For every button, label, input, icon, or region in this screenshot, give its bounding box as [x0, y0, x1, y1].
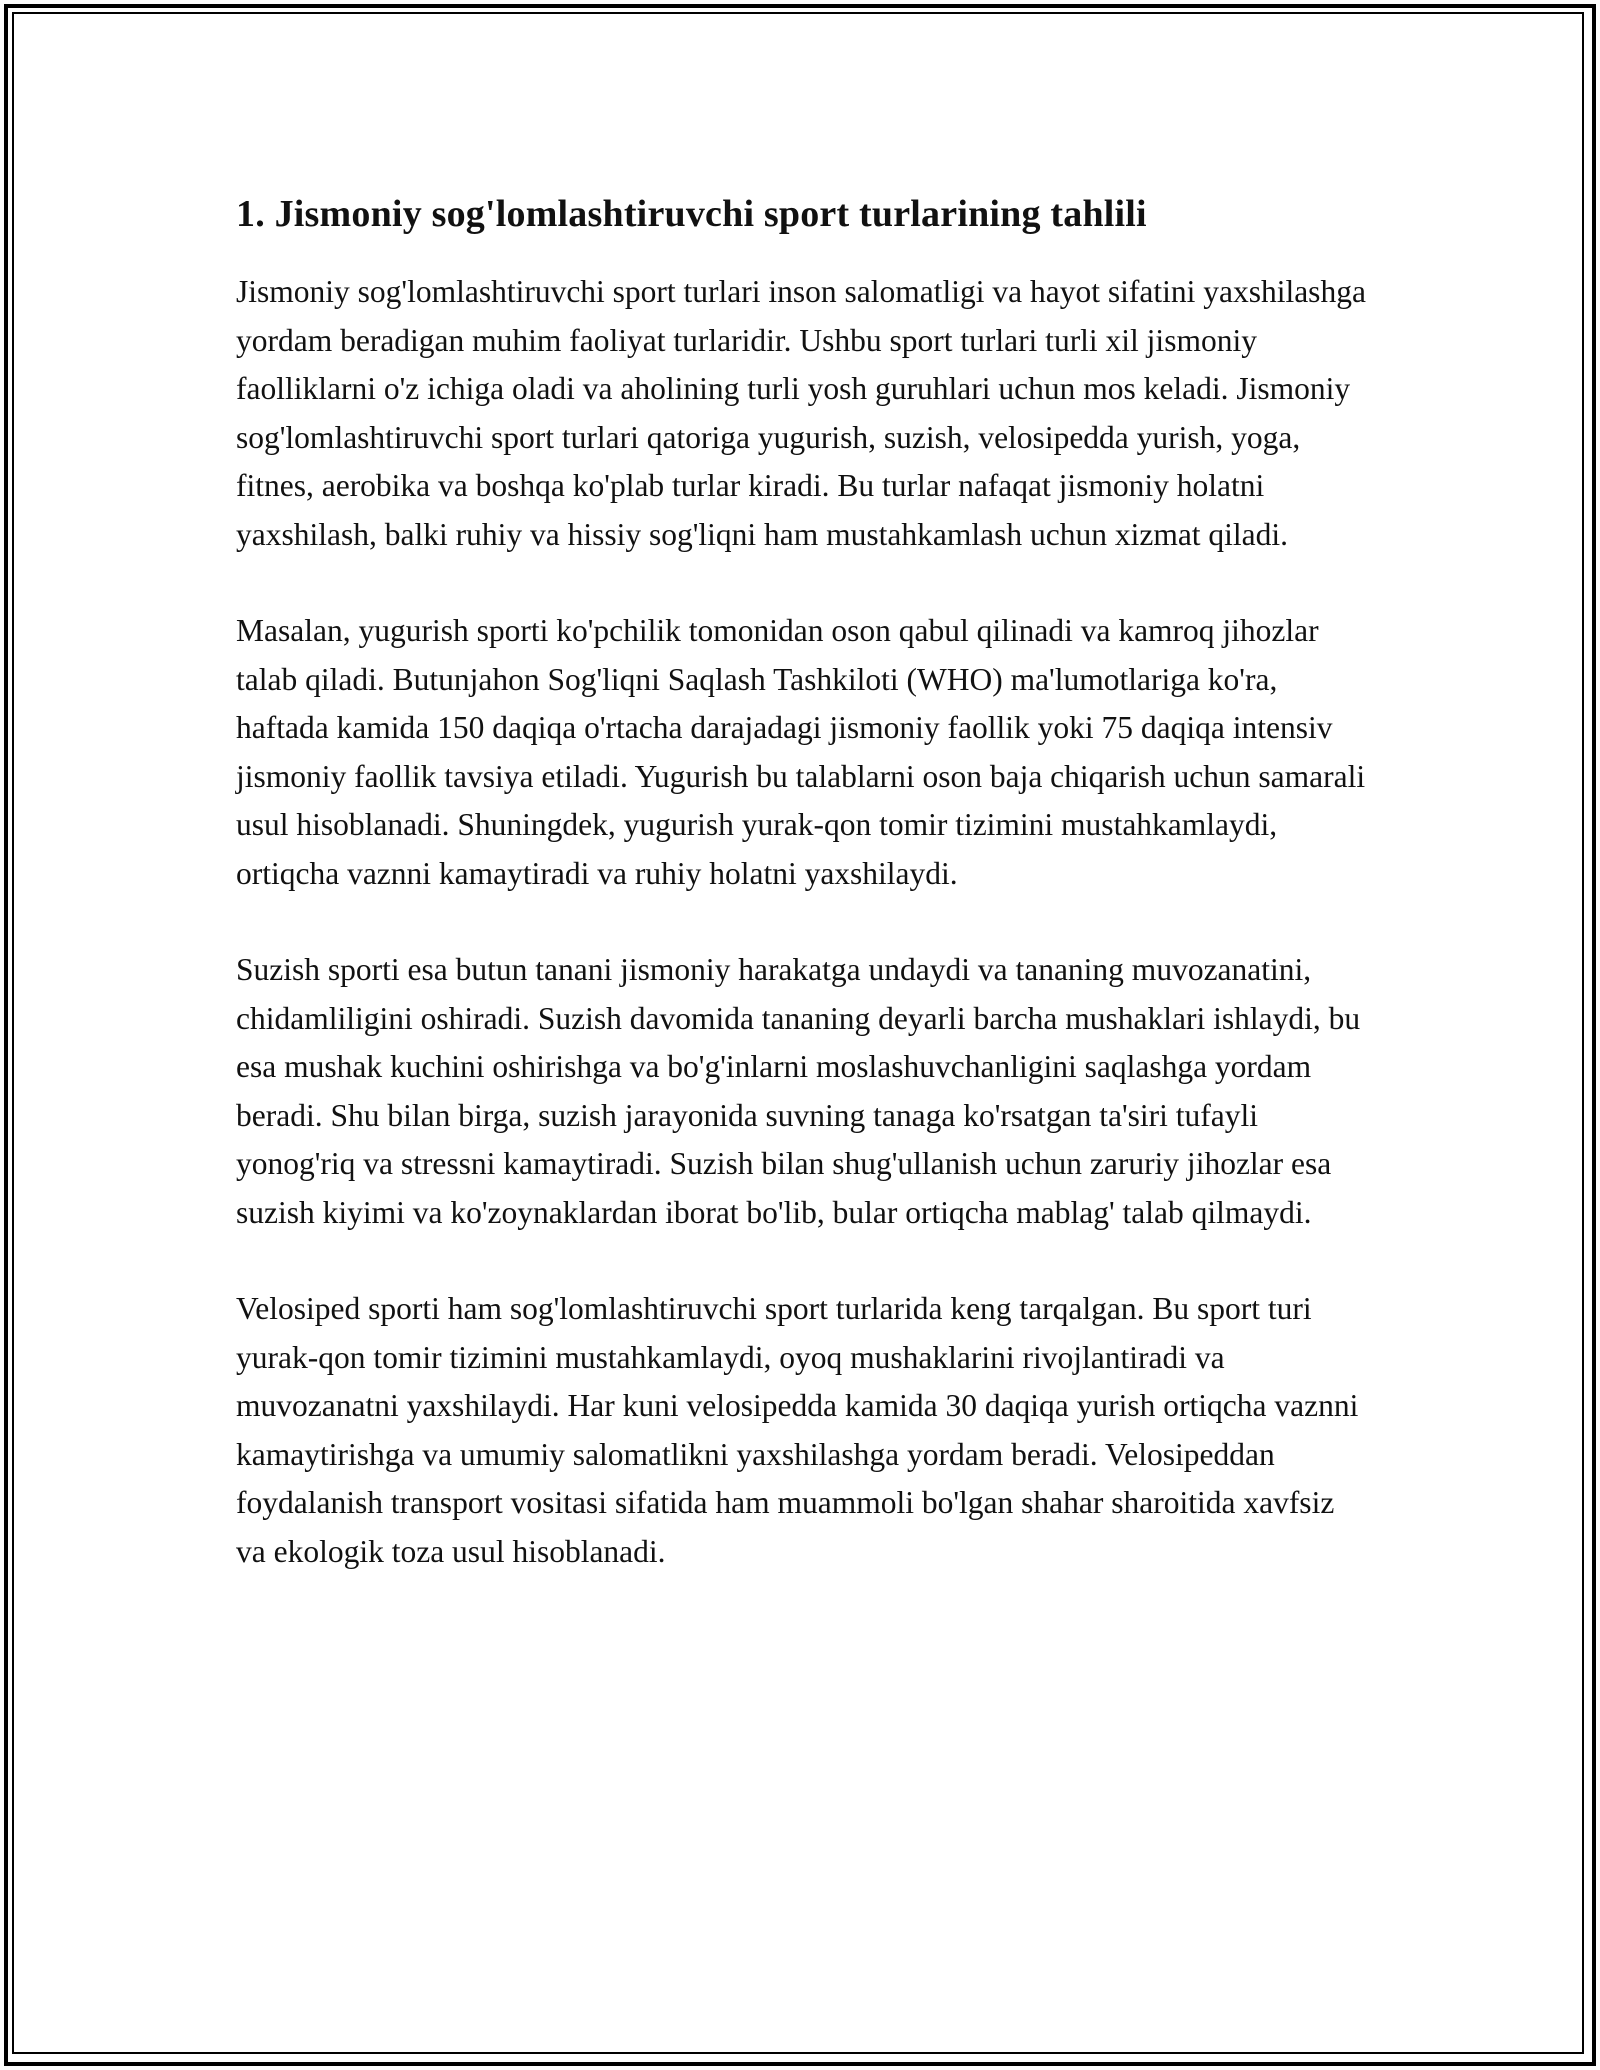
section-title: 1. Jismoniy sog'lomlashtiruvchi sport turlarining tahlili	[236, 193, 1147, 235]
paragraph-swimming: Suzish sporti esa butun tanani jismoniy harakatga undaydi va tananing muvozanatini, chidamliligini oshiradi. Suzish davomida tananing deyarli barcha mushaklari ishlaydi, bu esa mushak kuchini oshirishga va bo'g'inlarni moslashuvchanligini saqlashga yordam beradi. Shu bilan birga, suzish jarayonida suvning tanaga ko'rsatgan ta'siri tufayli yonog'riq va stressni kamaytiradi. Suzish bilan shug'ullanish uchun zaruriy jihozlar esa suzish kiyimi va ko'zoynaklardan iborat bo'lib, bular ortiqcha mablag' talab qilmaydi.	[236, 952, 1361, 1230]
document-body	[236, 186, 1366, 1624]
paragraph-intro: Jismoniy sog'lomlashtiruvchi sport turlari inson salomatligi va hayot sifatini yaxshilashga yordam beradigan muhim faoliyat turlaridir. Ushbu sport turlari turli xil jismoniy faolliklarni o'z ichiga oladi va aholining turli yosh guruhlari uchun mos keladi. Jismoniy sog'lomlashtiruvchi sport turlari qatoriga yugurish, suzish, velosipedda yurish, yoga, fitnes, aerobika va boshqa ko'plab turlar kiradi. Bu turlar nafaqat jismoniy holatni yaxshilash, balki ruhiy va hissiy sog'liqni ham mustahkamlash uchun xizmat qiladi.	[236, 274, 1366, 552]
paragraph-cycling: Velosiped sporti ham sog'lomlashtiruvchi sport turlarida keng tarqalgan. Bu sport turi yurak-qon tomir tizimini mustahkamlaydi, oyoq mushaklarini rivojlantiradi va muvozanatni yaxshilaydi. Har kuni velosipedda kamida 30 daqiqa yurish ortiqcha vaznni kamaytirishga va umumiy salomatlikni yaxshilashga yordam beradi. Velosipeddan foydalanish transport vositasi sifatida ham muammoli bo'lgan shahar sharoitida xavfsiz va ekologik toza usul hisoblanadi.	[236, 1291, 1359, 1569]
paragraph-running: Masalan, yugurish sporti ko'pchilik tomonidan oson qabul qilinadi va kamroq jihozlar talab qiladi. Butunjahon Sog'liqni Saqlash Tashkiloti (WHO) ma'lumotlariga ko'ra, haftada kamida 150 daqiqa o'rtacha darajadagi jismoniy faollik yoki 75 daqiqa intensiv jismoniy faollik tavsiya etiladi. Yugurish bu talablarni oson baja chiqarish uchun samarali usul hisoblanadi. Shuningdek, yugurish yurak-qon tomir tizimini mustahkamlaydi, ortiqcha vaznni kamaytiradi va ruhiy holatni yaxshilaydi.	[236, 613, 1366, 891]
